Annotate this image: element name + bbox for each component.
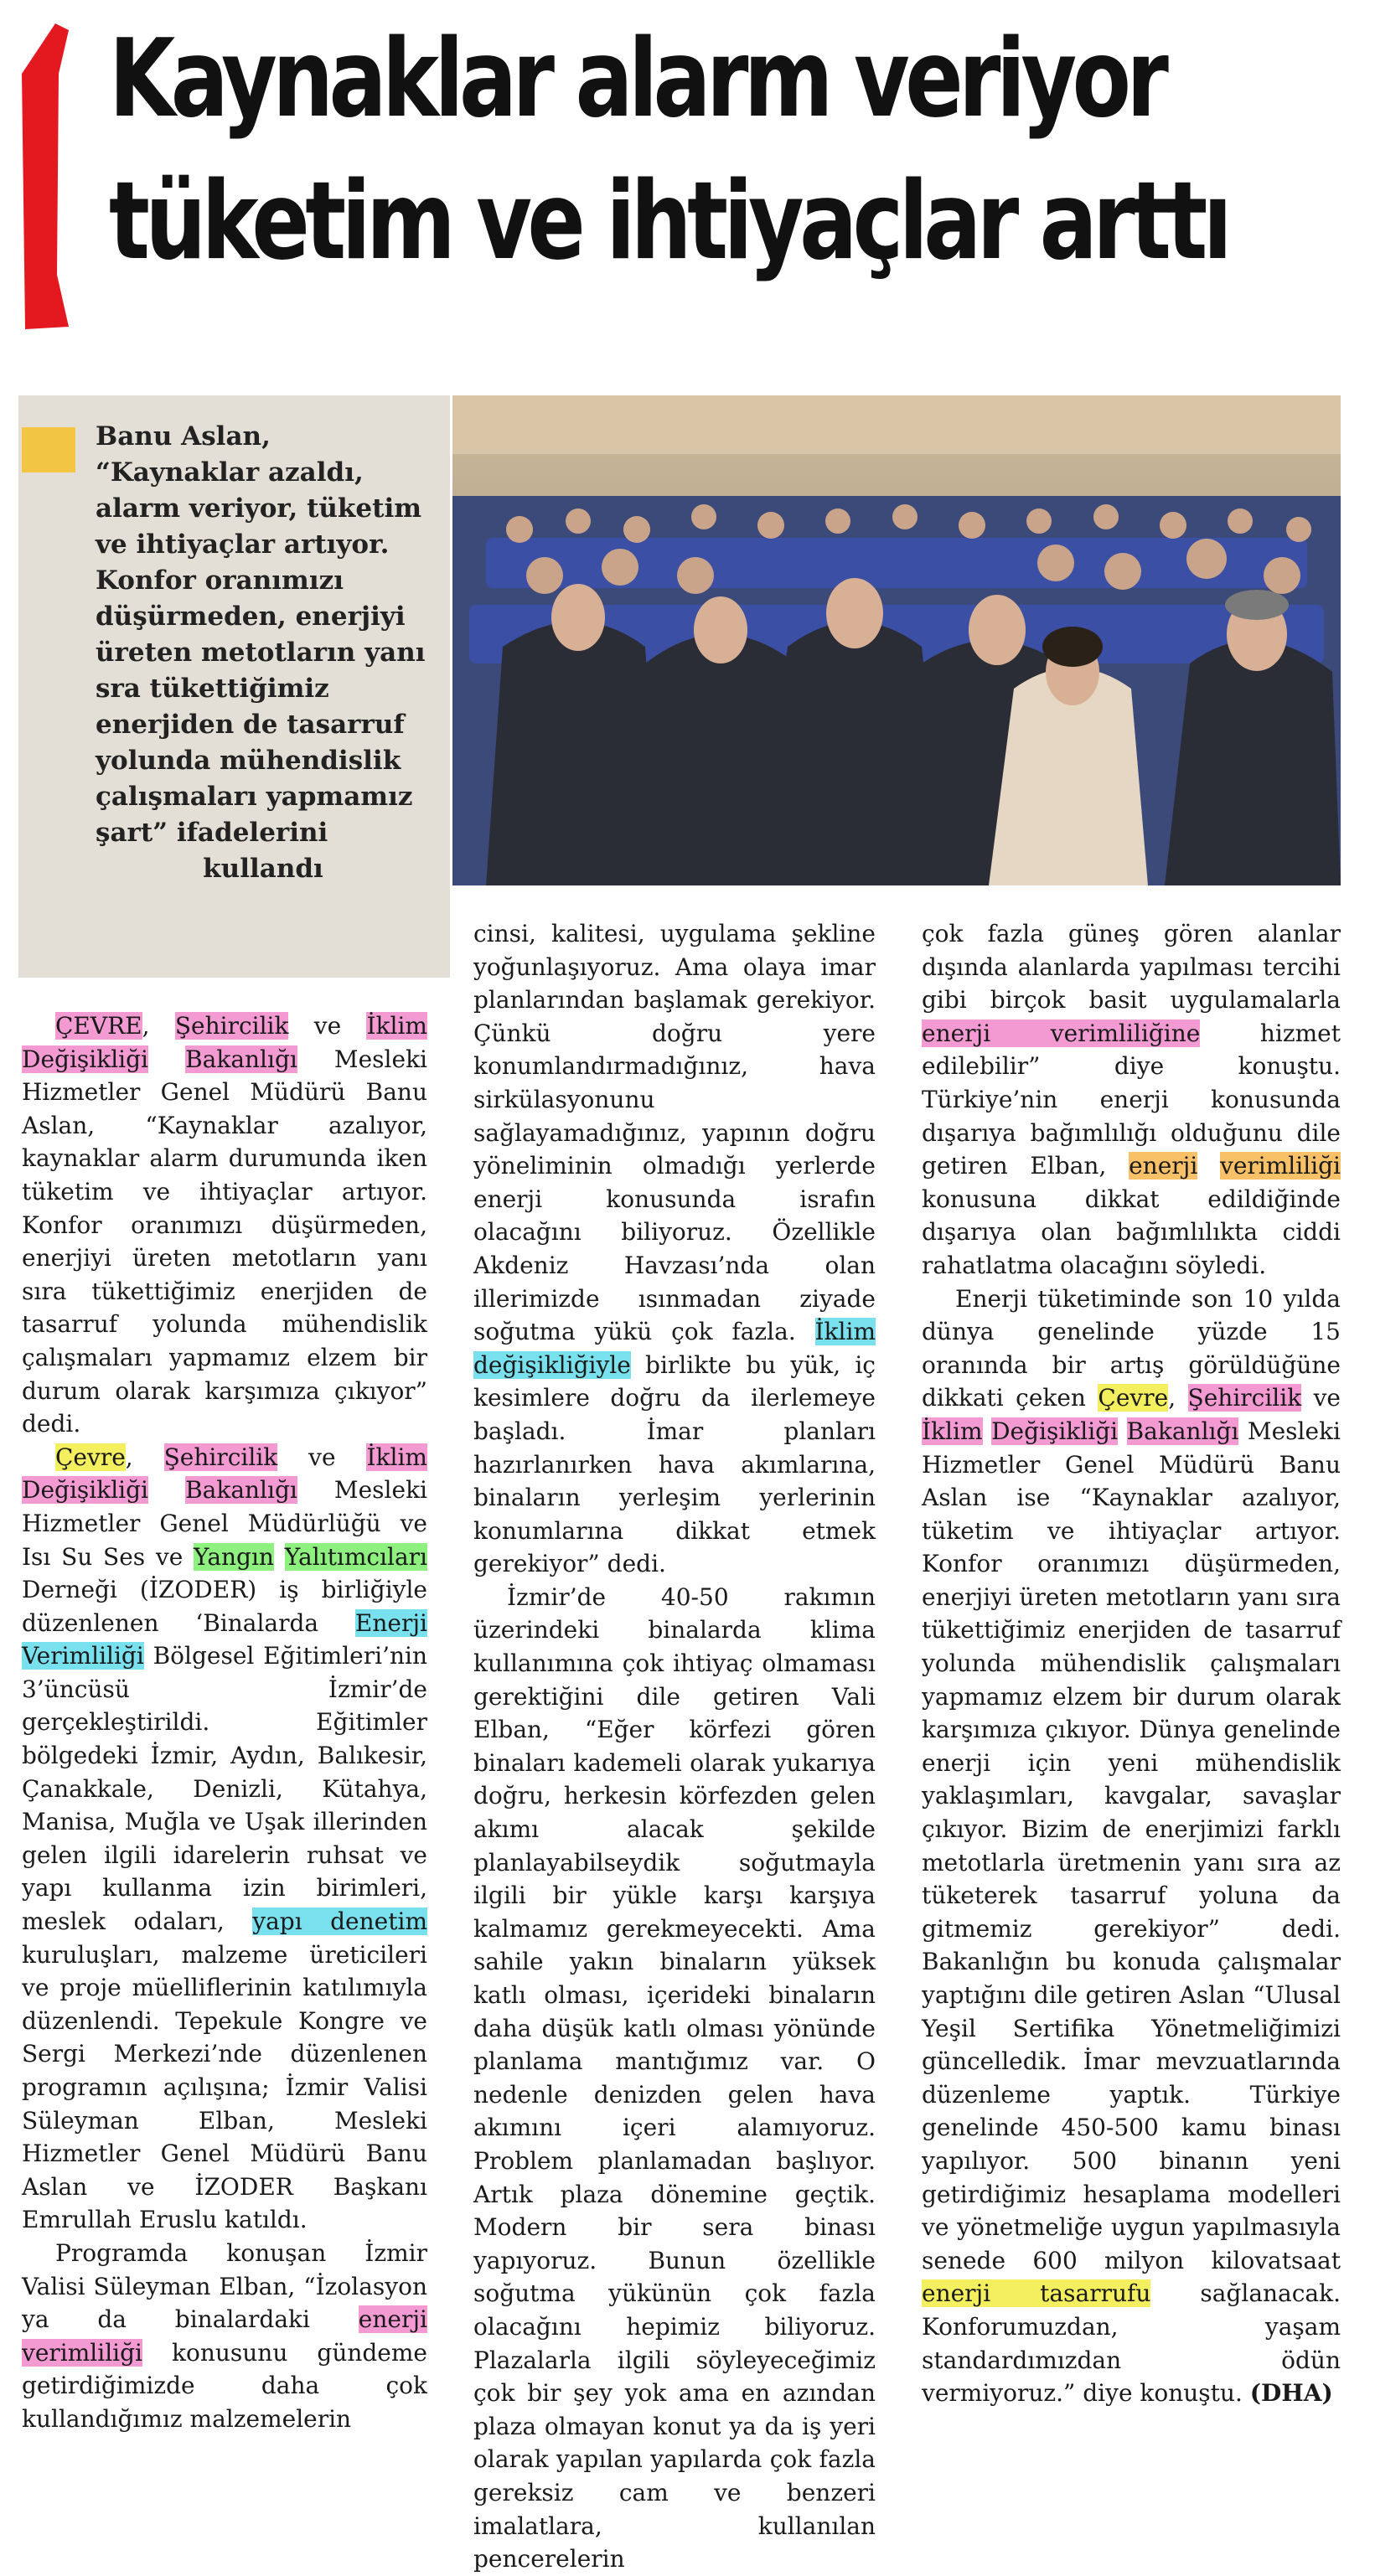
highlighted-term: Verimliliği (22, 1642, 144, 1670)
column-1-paragraph-3 (22, 2237, 427, 2436)
text-run: sağlanacak. Konforumuzdan, yaşam standardımızdan ödün vermiyoruz.” diye konuştu. (922, 2279, 1341, 2408)
pull-quote-last-line: kullandı (203, 854, 323, 884)
headline-line-1: Kaynaklar alarm veriyor (109, 17, 1165, 142)
text-run: ve (277, 1443, 367, 1471)
article-column-1 (22, 1009, 427, 2436)
text-run (1118, 1417, 1127, 1445)
text-run: konusunu gündeme getirdiğimizde daha çok kullandığımız malzemelerin (22, 2338, 427, 2433)
text-run: Programda konuşan İzmir Valisi Süleyman Elban, “İzolasyon ya da binalardaki (22, 2238, 427, 2334)
highlighted-term: Değişikliği (22, 1045, 148, 1073)
pull-quote-text: Banu Aslan, “Kaynaklar azaldı, alarm veriyor, tüketim ve ihtiyaçlar artıyor. Konfor oranımızı düşürmeden, enerjiyi üreten metotların yanı sra tükettiğimiz enerjiden de tasarruf yolunda mühendislik çalışmaları yapmamız şart” ifadelerini (96, 421, 426, 848)
highlighted-term: İklim (366, 1443, 427, 1471)
text-run: , (125, 1443, 164, 1471)
text-run: çok fazla güneş gören alanlar dışında alanlarda yapılması tercihi gibi birçok basit uygulamalarla (922, 920, 1341, 1014)
highlighted-term: enerji verimliliğine (922, 1019, 1201, 1047)
text-run: birlikte bu yük, iç kesimlere doğru da ilerlemeye başladı. İmar planları hazırlanırken hava akımlarına, binaların yerleşim yerlerinin konumlarına dikkat etmek gerekiyor” dedi. (473, 1350, 876, 1578)
highlighted-term: Enerji (354, 1608, 427, 1637)
highlighted-term: Çevre (1098, 1384, 1169, 1412)
text-run: Mesleki Hizmetler Genel Müdürü Banu Aslan, “Kaynaklar azalıyor, kaynaklar alarm durumunda iken tüketim ve ihtiyaçlar artıyor. Konfor oranımızı düşürmeden, enerjiyi üreten metotların yanı sıra tükettiğimiz enerjiden de tasarruf yolunda mühendislik çalışmaları yapmamız elzem bir durum olarak karşımıza çıkıyor” dedi. (22, 1045, 427, 1438)
highlighted-term: Çevre (55, 1443, 126, 1471)
text-run: hizmet edilebilir” diye konuştu. Türkiye’nin enerji konusunda dışarıya bağımlılığı olduğunu dile getiren Elban, (922, 1019, 1341, 1180)
column-1-paragraph-2 (22, 1441, 427, 2237)
highlighted-term: Yangın (194, 1542, 274, 1571)
text-run (983, 1417, 992, 1445)
highlighted-term: İklim (922, 1417, 983, 1445)
highlighted-term: İklim değişikliğiyle (473, 1318, 876, 1379)
text-run (1197, 1152, 1220, 1180)
column-2-paragraph-1 (473, 917, 876, 1581)
highlighted-term: Bakanlığı (1126, 1417, 1239, 1445)
text-run (274, 1543, 285, 1571)
text-run: ve (288, 1012, 367, 1040)
text-run: Derneği (İZODER) iş birliğiyle düzenlenen ‘Binalarda (22, 1576, 427, 1637)
highlighted-term: ÇEVRE (55, 1012, 142, 1040)
highlighted-term: Yalıtımcıları (284, 1542, 427, 1571)
highlighted-term: Şehircilik (1187, 1384, 1302, 1412)
highlighted-term: Bakanlığı (185, 1476, 297, 1505)
pull-quote (96, 419, 431, 887)
pull-quote-marker (22, 427, 75, 472)
column-3-paragraph-2 (922, 1283, 1341, 2410)
headline-line-2: tüketim ve ihtiyaçlar arttı (109, 159, 1228, 284)
highlighted-term: enerji tasarrufu (922, 2279, 1151, 2308)
text-run: ve (1301, 1384, 1341, 1412)
article-column-3 (922, 917, 1341, 2410)
text-run: cinsi, kalitesi, uygulama şekline yoğunlaşıyoruz. Ama olaya imar planlarından başlamak gerekiyor. Çünkü doğru yere konumlandırmadığınız, hava sirkülasyonunu sağlayamadığınız, yapının doğru yöneliminin olmadığı yerlerde enerji konusunda israfın olacağını biliyoruz. Özellikle Akdeniz Havzası’nda olan illerimizde ısınmadan ziyade soğutma yükü çok fazla. (473, 920, 876, 1346)
text-run (148, 1045, 185, 1073)
text-run: kuruluşları, malzeme üreticileri ve proje müelliflerinin katılımıyla düzenlendi. Tepekule Kongre ve Sergi Merkezi’nde düzenlenen programın açılışına; İzmir Valisi Süleyman Elban, Mesleki Hizmetler Genel Müdürü Banu Aslan ve İZODER Başkanı Emrullah Eruslu katıldı. (22, 1940, 427, 2234)
column-3-paragraph-1 (922, 917, 1341, 1283)
highlighted-term: Değişikliği (991, 1417, 1119, 1445)
news-agency-credit: (DHA) (1249, 2379, 1333, 2408)
text-run: Mesleki Hizmetler Genel Müdürü Banu Aslan ise “Kaynaklar azalıyor, tüketim ve ihtiyaçlar artıyor. Konfor oranımızı düşürmeden, enerjiyi üreten metotların yanı sıra tükettiğimiz enerjiden de tasarruf yolunda mühendislik çalışmaları yapmamız elzem bir durum olarak karşımıza çıkıyor. Dünya genelinde enerji için yeni mühendislik yaklaşımları, kavgalar, savaşlar çıkıyor. Bizim de enerjimizi farklı metotlarla üretmenin yanı sıra az tüketerek tasarruf yoluna da gitmemiz gerekiyor” dedi. Bakanlığın bu konuda çalışmalar yaptığını dile getiren Aslan “Ulusal Yeşil Sertifika Yönetmeliğimizi güncelledik. İmar mevzuatlarında düzenleme yaptık. Türkiye genelinde 450-500 kamu binası yapılıyor. 500 binanın yeni getirdiğimiz hesaplama modelleri ve yönetmeliğe uygun yapılmasıyla senede 600 milyon kilovatsaat (922, 1417, 1341, 2274)
audience-photo (452, 395, 1341, 885)
text-run: konusuna dikkat edildiğinde dışarıya olan bağımlılıkta ciddi rahatlatma olacağını söyledi. (922, 1185, 1341, 1279)
headline-accent-mark (22, 23, 69, 329)
highlighted-term: yapı denetim (252, 1907, 427, 1936)
highlighted-term: Değişikliği (22, 1476, 148, 1505)
text-run: Enerji tüketiminde son 10 yılda dünya genelinde yüzde 15 oranında bir artış görüldüğüne dikkati çeken (922, 1284, 1341, 1412)
highlighted-term: verimliliği (1220, 1152, 1341, 1180)
highlighted-term: enerji (1129, 1152, 1198, 1180)
text-run: Bölgesel Eğitimleri’nin 3’üncüsü İzmir’de gerçekleştirildi. Eğitimler bölgedeki İzmir, Aydın, Balıkesir, Çanakkale, Denizli, Kütahya, Manisa, Muğla ve Uşak illerinden gelen ilgili idarelerin ruhsat ve yapı kullanma izin birimleri, meslek odaları, (22, 1642, 427, 1936)
highlighted-term: Bakanlığı (185, 1045, 297, 1073)
text-run (148, 1476, 185, 1504)
column-1-paragraph-1 (22, 1009, 427, 1441)
highlighted-term: verimliliği (22, 2338, 142, 2367)
headline (109, 8, 1228, 293)
highlighted-term: Şehircilik (163, 1443, 278, 1471)
article-column-2 (473, 917, 876, 2576)
text-run: Mesleki Hizmetler Genel Müdürlüğü ve Isı Su Ses ve (22, 1476, 427, 1571)
highlighted-term: Şehircilik (174, 1012, 289, 1040)
highlighted-term: enerji (358, 2305, 427, 2334)
column-2-paragraph-2: İzmir’de 40-50 rakımın üzerindeki binalarda klima kullanımına çok ihtiyaç olmaması gerektiğini dile getiren Vali Elban, “Eğer körfezi gören binaları kademeli olarak yukarıya doğru, herkesin körfezden gelen akımı alacak şekilde planlayabilseydik soğutmayla ilgili bir yükle karşı karşıya kalmamız gerekmeyecekti. Ama sahile yakın binaların yüksek katlı olması, içerideki binaların daha düşük katlı olması yönünde planlama mantığımız var. O nedenle denizden gelen hava akımını içeri alamıyoruz. Problem planlamadan başlıyor. Artık plaza dönemine geçtik. Modern bir sera binası yapıyoruz. Bunun özellikle soğutma yükünün çok fazla olacağını hepimiz biliyoruz. Plazalarla ilgili söyleyeceğimiz çok bir şey yok ama en azından plaza olmayan konut ya da iş yeri olarak yapılan yapılarda çok fazla gereksiz cam ve benzeri imalatlara, kullanılan pencerelerin (473, 1582, 876, 2573)
highlighted-term: İklim (366, 1012, 427, 1040)
text-run: , (142, 1012, 175, 1040)
text-run: , (1168, 1384, 1188, 1412)
